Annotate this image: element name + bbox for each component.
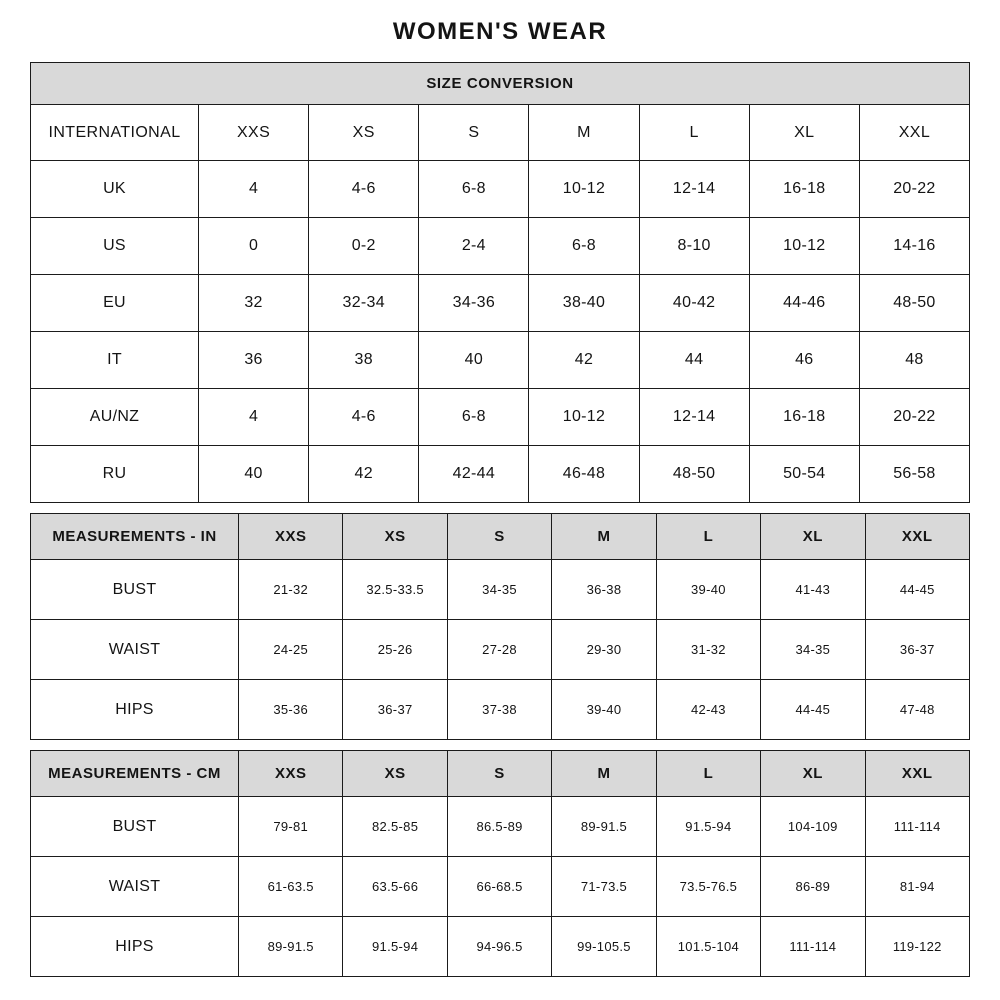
cell-value: 56-58	[859, 446, 969, 503]
size-column-header: M	[552, 514, 656, 560]
row-label: HIPS	[31, 680, 239, 740]
cell-value: 32-34	[309, 275, 419, 332]
cell-value: 8-10	[639, 218, 749, 275]
cell-value: 44-45	[761, 680, 865, 740]
table-header-row	[31, 105, 970, 161]
page-title: WOMEN'S WEAR	[392, 18, 608, 45]
row-label: BUST	[31, 797, 239, 857]
cell-value: 36-37	[343, 680, 447, 740]
size-column-header: XS	[343, 751, 447, 797]
cell-value: 34-35	[761, 620, 865, 680]
table-header-row	[31, 751, 970, 797]
cell-value: 36-38	[552, 560, 656, 620]
cell-value: 31-32	[656, 620, 760, 680]
size-column-header: XS	[343, 514, 447, 560]
cell-value: 99-105.5	[552, 917, 656, 977]
measurements-in-table	[30, 513, 970, 740]
cell-value: 39-40	[552, 680, 656, 740]
cell-value: 42-44	[419, 446, 529, 503]
cell-value: 14-16	[859, 218, 969, 275]
row-label: BUST	[31, 560, 239, 620]
cell-value: 89-91.5	[552, 797, 656, 857]
cell-value: 6-8	[419, 161, 529, 218]
cell-value: 46	[749, 332, 859, 389]
size-column-header: XXS	[199, 105, 309, 161]
cell-value: 61-63.5	[239, 857, 343, 917]
cell-value: 94-96.5	[447, 917, 551, 977]
size-column-header: XXL	[865, 751, 969, 797]
cell-value: 48-50	[639, 446, 749, 503]
size-column-header: M	[529, 105, 639, 161]
table-row	[31, 560, 970, 620]
cell-value: 101.5-104	[656, 917, 760, 977]
table-row	[31, 275, 970, 332]
cell-value: 38-40	[529, 275, 639, 332]
table-row	[31, 797, 970, 857]
size-column-header: XS	[309, 105, 419, 161]
cell-value: 32.5-33.5	[343, 560, 447, 620]
table-row	[31, 446, 970, 503]
cell-value: 104-109	[761, 797, 865, 857]
cell-value: 48-50	[859, 275, 969, 332]
size-column-header: S	[447, 751, 551, 797]
cell-value: 63.5-66	[343, 857, 447, 917]
cell-value: 42-43	[656, 680, 760, 740]
size-column-header: L	[656, 751, 760, 797]
cell-value: 25-26	[343, 620, 447, 680]
cell-value: 4	[199, 161, 309, 218]
table-row	[31, 680, 970, 740]
cell-value: 6-8	[529, 218, 639, 275]
cell-value: 40	[419, 332, 529, 389]
size-column-header: L	[656, 514, 760, 560]
cell-value: 40-42	[639, 275, 749, 332]
cell-value: 36-37	[865, 620, 969, 680]
cell-value: 0-2	[309, 218, 419, 275]
cell-value: 82.5-85	[343, 797, 447, 857]
size-column-header: XXL	[865, 514, 969, 560]
cell-value: 4	[199, 389, 309, 446]
cell-value: 40	[199, 446, 309, 503]
cell-value: 91.5-94	[656, 797, 760, 857]
size-column-header: XL	[761, 514, 865, 560]
cell-value: 16-18	[749, 161, 859, 218]
cell-value: 71-73.5	[552, 857, 656, 917]
table-row	[31, 620, 970, 680]
cell-value: 48	[859, 332, 969, 389]
row-label: UK	[31, 161, 199, 218]
cell-value: 81-94	[865, 857, 969, 917]
size-column-header: XXS	[239, 514, 343, 560]
cell-value: 86-89	[761, 857, 865, 917]
cell-value: 34-35	[447, 560, 551, 620]
cell-value: 4-6	[309, 389, 419, 446]
table-header-label: MEASUREMENTS - IN	[31, 514, 239, 560]
row-label: IT	[31, 332, 199, 389]
cell-value: 24-25	[239, 620, 343, 680]
table-row	[31, 218, 970, 275]
cell-value: 44-45	[865, 560, 969, 620]
cell-value: 16-18	[749, 389, 859, 446]
cell-value: 44-46	[749, 275, 859, 332]
row-label: EU	[31, 275, 199, 332]
cell-value: 89-91.5	[239, 917, 343, 977]
table-header-label: MEASUREMENTS - CM	[31, 751, 239, 797]
table-title-row	[31, 63, 970, 105]
cell-value: 66-68.5	[447, 857, 551, 917]
cell-value: 2-4	[419, 218, 529, 275]
table-header-row	[31, 514, 970, 560]
cell-value: 10-12	[529, 161, 639, 218]
row-label: RU	[31, 446, 199, 503]
row-label: HIPS	[31, 917, 239, 977]
cell-value: 46-48	[529, 446, 639, 503]
cell-value: 32	[199, 275, 309, 332]
cell-value: 10-12	[749, 218, 859, 275]
cell-value: 0	[199, 218, 309, 275]
cell-value: 27-28	[447, 620, 551, 680]
row-label: WAIST	[31, 620, 239, 680]
cell-value: 12-14	[639, 389, 749, 446]
cell-value: 44	[639, 332, 749, 389]
size-column-header: L	[639, 105, 749, 161]
cell-value: 21-32	[239, 560, 343, 620]
cell-value: 20-22	[859, 161, 969, 218]
cell-value: 119-122	[865, 917, 969, 977]
table-row	[31, 857, 970, 917]
cell-value: 111-114	[865, 797, 969, 857]
cell-value: 41-43	[761, 560, 865, 620]
size-column-header: M	[552, 751, 656, 797]
table-title: SIZE CONVERSION	[31, 63, 970, 105]
cell-value: 47-48	[865, 680, 969, 740]
row-label: US	[31, 218, 199, 275]
table-header-label: INTERNATIONAL	[31, 105, 199, 161]
cell-value: 91.5-94	[343, 917, 447, 977]
cell-value: 6-8	[419, 389, 529, 446]
size-conversion-table	[30, 62, 970, 503]
cell-value: 39-40	[656, 560, 760, 620]
table-row	[31, 917, 970, 977]
size-column-header: XXS	[239, 751, 343, 797]
cell-value: 111-114	[761, 917, 865, 977]
row-label: WAIST	[31, 857, 239, 917]
size-column-header: XL	[761, 751, 865, 797]
cell-value: 42	[529, 332, 639, 389]
cell-value: 4-6	[309, 161, 419, 218]
cell-value: 73.5-76.5	[656, 857, 760, 917]
cell-value: 12-14	[639, 161, 749, 218]
cell-value: 37-38	[447, 680, 551, 740]
table-row	[31, 389, 970, 446]
cell-value: 50-54	[749, 446, 859, 503]
row-label: AU/NZ	[31, 389, 199, 446]
size-column-header: XL	[749, 105, 859, 161]
cell-value: 42	[309, 446, 419, 503]
cell-value: 10-12	[529, 389, 639, 446]
cell-value: 35-36	[239, 680, 343, 740]
table-row	[31, 161, 970, 218]
cell-value: 79-81	[239, 797, 343, 857]
cell-value: 38	[309, 332, 419, 389]
measurements-cm-table	[30, 750, 970, 977]
cell-value: 36	[199, 332, 309, 389]
cell-value: 20-22	[859, 389, 969, 446]
size-column-header: S	[419, 105, 529, 161]
size-column-header: S	[447, 514, 551, 560]
cell-value: 29-30	[552, 620, 656, 680]
size-column-header: XXL	[859, 105, 969, 161]
table-row	[31, 332, 970, 389]
cell-value: 86.5-89	[447, 797, 551, 857]
cell-value: 34-36	[419, 275, 529, 332]
